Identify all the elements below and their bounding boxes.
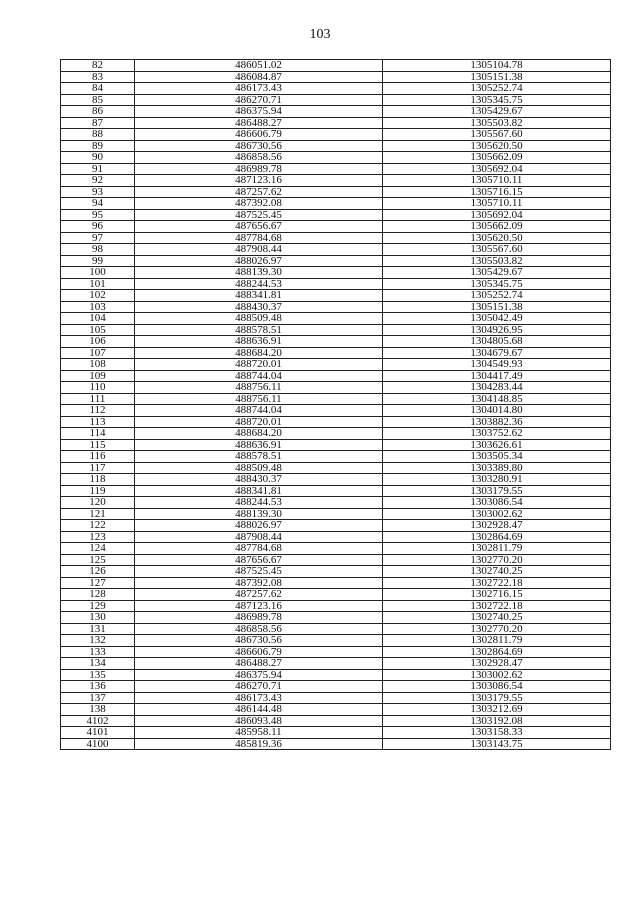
x-coordinate-cell: 486989.78 — [135, 612, 383, 624]
y-coordinate-cell: 1303002.62 — [383, 669, 611, 681]
point-number-cell: 129 — [61, 600, 135, 612]
y-coordinate-cell: 1305692.04 — [383, 209, 611, 221]
x-coordinate-cell: 487123.16 — [135, 175, 383, 187]
table-row — [61, 278, 611, 290]
y-coordinate-cell: 1303212.69 — [383, 704, 611, 716]
x-coordinate-cell: 486144.48 — [135, 704, 383, 716]
y-coordinate-cell: 1304283.44 — [383, 382, 611, 394]
table-row — [61, 163, 611, 175]
y-coordinate-cell: 1303179.55 — [383, 485, 611, 497]
point-number-cell: 94 — [61, 198, 135, 210]
x-coordinate-cell: 486173.43 — [135, 83, 383, 95]
y-coordinate-cell: 1305662.09 — [383, 152, 611, 164]
y-coordinate-cell: 1302928.47 — [383, 520, 611, 532]
y-coordinate-cell: 1302770.20 — [383, 554, 611, 566]
point-number-cell: 107 — [61, 347, 135, 359]
table-row — [61, 336, 611, 348]
y-coordinate-cell: 1303280.91 — [383, 474, 611, 486]
coordinates-table — [60, 59, 611, 750]
table-row — [61, 462, 611, 474]
x-coordinate-cell: 486858.56 — [135, 623, 383, 635]
y-coordinate-cell: 1303158.33 — [383, 727, 611, 739]
table-row — [61, 439, 611, 451]
y-coordinate-cell: 1303505.34 — [383, 451, 611, 463]
table-row — [61, 106, 611, 118]
y-coordinate-cell: 1305567.60 — [383, 244, 611, 256]
y-coordinate-cell: 1302864.69 — [383, 646, 611, 658]
point-number-cell: 105 — [61, 324, 135, 336]
table-row — [61, 738, 611, 750]
x-coordinate-cell: 486375.94 — [135, 106, 383, 118]
x-coordinate-cell: 488509.48 — [135, 313, 383, 325]
table-row — [61, 405, 611, 417]
y-coordinate-cell: 1303752.62 — [383, 428, 611, 440]
table-row — [61, 612, 611, 624]
table-row — [61, 669, 611, 681]
x-coordinate-cell: 487525.45 — [135, 566, 383, 578]
point-number-cell: 137 — [61, 692, 135, 704]
x-coordinate-cell: 486270.71 — [135, 681, 383, 693]
point-number-cell: 108 — [61, 359, 135, 371]
table-row — [61, 175, 611, 187]
y-coordinate-cell: 1302716.15 — [383, 589, 611, 601]
y-coordinate-cell: 1304417.49 — [383, 370, 611, 382]
y-coordinate-cell: 1302722.18 — [383, 600, 611, 612]
table-row — [61, 715, 611, 727]
table-row — [61, 704, 611, 716]
table-row — [61, 554, 611, 566]
y-coordinate-cell: 1304549.93 — [383, 359, 611, 371]
point-number-cell: 120 — [61, 497, 135, 509]
x-coordinate-cell: 488341.81 — [135, 485, 383, 497]
x-coordinate-cell: 488430.37 — [135, 301, 383, 313]
point-number-cell: 100 — [61, 267, 135, 279]
table-row — [61, 255, 611, 267]
y-coordinate-cell: 1302740.25 — [383, 566, 611, 578]
table-row — [61, 152, 611, 164]
table-row — [61, 140, 611, 152]
table-row — [61, 313, 611, 325]
x-coordinate-cell: 488636.91 — [135, 439, 383, 451]
point-number-cell: 134 — [61, 658, 135, 670]
table-row — [61, 71, 611, 83]
x-coordinate-cell: 486606.79 — [135, 646, 383, 658]
y-coordinate-cell: 1303389.80 — [383, 462, 611, 474]
point-number-cell: 115 — [61, 439, 135, 451]
point-number-cell: 121 — [61, 508, 135, 520]
y-coordinate-cell: 1305692.04 — [383, 163, 611, 175]
table-row — [61, 531, 611, 543]
x-coordinate-cell: 486606.79 — [135, 129, 383, 141]
table-row — [61, 290, 611, 302]
table-row — [61, 600, 611, 612]
y-coordinate-cell: 1304926.95 — [383, 324, 611, 336]
y-coordinate-cell: 1304014.80 — [383, 405, 611, 417]
point-number-cell: 101 — [61, 278, 135, 290]
y-coordinate-cell: 1302740.25 — [383, 612, 611, 624]
point-number-cell: 102 — [61, 290, 135, 302]
table-row — [61, 393, 611, 405]
table-row — [61, 129, 611, 141]
table-row — [61, 209, 611, 221]
x-coordinate-cell: 486730.56 — [135, 140, 383, 152]
x-coordinate-cell: 486173.43 — [135, 692, 383, 704]
y-coordinate-cell: 1303882.36 — [383, 416, 611, 428]
x-coordinate-cell: 487257.62 — [135, 186, 383, 198]
point-number-cell: 86 — [61, 106, 135, 118]
x-coordinate-cell: 488341.81 — [135, 290, 383, 302]
x-coordinate-cell: 486084.87 — [135, 71, 383, 83]
x-coordinate-cell: 488578.51 — [135, 324, 383, 336]
point-number-cell: 122 — [61, 520, 135, 532]
x-coordinate-cell: 487656.67 — [135, 221, 383, 233]
table-row — [61, 83, 611, 95]
point-number-cell: 87 — [61, 117, 135, 129]
x-coordinate-cell: 488139.30 — [135, 508, 383, 520]
x-coordinate-cell: 486488.27 — [135, 117, 383, 129]
table-row — [61, 301, 611, 313]
x-coordinate-cell: 487656.67 — [135, 554, 383, 566]
y-coordinate-cell: 1305345.75 — [383, 94, 611, 106]
x-coordinate-cell: 486093.48 — [135, 715, 383, 727]
x-coordinate-cell: 487392.08 — [135, 577, 383, 589]
table-row — [61, 416, 611, 428]
point-number-cell: 112 — [61, 405, 135, 417]
table-row — [61, 382, 611, 394]
table-row — [61, 267, 611, 279]
point-number-cell: 135 — [61, 669, 135, 681]
table-row — [61, 658, 611, 670]
point-number-cell: 130 — [61, 612, 135, 624]
y-coordinate-cell: 1305345.75 — [383, 278, 611, 290]
x-coordinate-cell: 488026.97 — [135, 520, 383, 532]
page-number: 103 — [309, 27, 331, 42]
table-row — [61, 117, 611, 129]
y-coordinate-cell: 1305151.38 — [383, 71, 611, 83]
point-number-cell: 96 — [61, 221, 135, 233]
table-row — [61, 520, 611, 532]
point-number-cell: 85 — [61, 94, 135, 106]
y-coordinate-cell: 1305503.82 — [383, 117, 611, 129]
y-coordinate-cell: 1303192.08 — [383, 715, 611, 727]
y-coordinate-cell: 1305429.67 — [383, 106, 611, 118]
x-coordinate-cell: 488684.20 — [135, 347, 383, 359]
table-row — [61, 359, 611, 371]
table-row — [61, 727, 611, 739]
table-row — [61, 635, 611, 647]
point-number-cell: 127 — [61, 577, 135, 589]
point-number-cell: 118 — [61, 474, 135, 486]
point-number-cell: 116 — [61, 451, 135, 463]
x-coordinate-cell: 488720.01 — [135, 416, 383, 428]
y-coordinate-cell: 1305151.38 — [383, 301, 611, 313]
point-number-cell: 132 — [61, 635, 135, 647]
x-coordinate-cell: 488244.53 — [135, 278, 383, 290]
y-coordinate-cell: 1302811.79 — [383, 635, 611, 647]
table-row — [61, 692, 611, 704]
point-number-cell: 109 — [61, 370, 135, 382]
y-coordinate-cell: 1303626.61 — [383, 439, 611, 451]
x-coordinate-cell: 487908.44 — [135, 531, 383, 543]
y-coordinate-cell: 1303143.75 — [383, 738, 611, 750]
point-number-cell: 119 — [61, 485, 135, 497]
table-row — [61, 198, 611, 210]
x-coordinate-cell: 488578.51 — [135, 451, 383, 463]
x-coordinate-cell: 488756.11 — [135, 382, 383, 394]
point-number-cell: 97 — [61, 232, 135, 244]
x-coordinate-cell: 488026.97 — [135, 255, 383, 267]
table-row — [61, 347, 611, 359]
x-coordinate-cell: 487257.62 — [135, 589, 383, 601]
point-number-cell: 83 — [61, 71, 135, 83]
y-coordinate-cell: 1305104.78 — [383, 60, 611, 72]
x-coordinate-cell: 487784.68 — [135, 543, 383, 555]
y-coordinate-cell: 1303086.54 — [383, 681, 611, 693]
table-row — [61, 543, 611, 555]
y-coordinate-cell: 1303086.54 — [383, 497, 611, 509]
point-number-cell: 95 — [61, 209, 135, 221]
point-number-cell: 89 — [61, 140, 135, 152]
table-row — [61, 485, 611, 497]
point-number-cell: 84 — [61, 83, 135, 95]
x-coordinate-cell: 486270.71 — [135, 94, 383, 106]
point-number-cell: 4102 — [61, 715, 135, 727]
x-coordinate-cell: 486375.94 — [135, 669, 383, 681]
point-number-cell: 104 — [61, 313, 135, 325]
y-coordinate-cell: 1304679.67 — [383, 347, 611, 359]
point-number-cell: 90 — [61, 152, 135, 164]
table-row — [61, 60, 611, 72]
x-coordinate-cell: 486730.56 — [135, 635, 383, 647]
point-number-cell: 114 — [61, 428, 135, 440]
point-number-cell: 98 — [61, 244, 135, 256]
y-coordinate-cell: 1305620.50 — [383, 140, 611, 152]
table-row — [61, 577, 611, 589]
y-coordinate-cell: 1302811.79 — [383, 543, 611, 555]
table-row — [61, 324, 611, 336]
x-coordinate-cell: 485958.11 — [135, 727, 383, 739]
table-row — [61, 94, 611, 106]
point-number-cell: 88 — [61, 129, 135, 141]
point-number-cell: 117 — [61, 462, 135, 474]
table-row — [61, 232, 611, 244]
table-row — [61, 681, 611, 693]
table-row — [61, 221, 611, 233]
y-coordinate-cell: 1305710.11 — [383, 198, 611, 210]
point-number-cell: 82 — [61, 60, 135, 72]
table-row — [61, 508, 611, 520]
point-number-cell: 110 — [61, 382, 135, 394]
table-row — [61, 474, 611, 486]
y-coordinate-cell: 1303002.62 — [383, 508, 611, 520]
point-number-cell: 133 — [61, 646, 135, 658]
y-coordinate-cell: 1302722.18 — [383, 577, 611, 589]
point-number-cell: 4100 — [61, 738, 135, 750]
x-coordinate-cell: 488744.04 — [135, 370, 383, 382]
point-number-cell: 123 — [61, 531, 135, 543]
y-coordinate-cell: 1303179.55 — [383, 692, 611, 704]
y-coordinate-cell: 1305716.15 — [383, 186, 611, 198]
point-number-cell: 131 — [61, 623, 135, 635]
y-coordinate-cell: 1305662.09 — [383, 221, 611, 233]
y-coordinate-cell: 1302864.69 — [383, 531, 611, 543]
y-coordinate-cell: 1304805.68 — [383, 336, 611, 348]
point-number-cell: 106 — [61, 336, 135, 348]
point-number-cell: 126 — [61, 566, 135, 578]
x-coordinate-cell: 488636.91 — [135, 336, 383, 348]
y-coordinate-cell: 1302928.47 — [383, 658, 611, 670]
y-coordinate-cell: 1305252.74 — [383, 290, 611, 302]
y-coordinate-cell: 1305042.49 — [383, 313, 611, 325]
table-row — [61, 244, 611, 256]
table-row — [61, 370, 611, 382]
x-coordinate-cell: 486051.02 — [135, 60, 383, 72]
x-coordinate-cell: 488430.37 — [135, 474, 383, 486]
x-coordinate-cell: 488744.04 — [135, 405, 383, 417]
x-coordinate-cell: 488139.30 — [135, 267, 383, 279]
point-number-cell: 103 — [61, 301, 135, 313]
x-coordinate-cell: 487908.44 — [135, 244, 383, 256]
point-number-cell: 113 — [61, 416, 135, 428]
x-coordinate-cell: 488509.48 — [135, 462, 383, 474]
table-row — [61, 186, 611, 198]
table-row — [61, 428, 611, 440]
table-row — [61, 623, 611, 635]
table-row — [61, 566, 611, 578]
x-coordinate-cell: 486989.78 — [135, 163, 383, 175]
x-coordinate-cell: 487525.45 — [135, 209, 383, 221]
x-coordinate-cell: 487123.16 — [135, 600, 383, 612]
y-coordinate-cell: 1305567.60 — [383, 129, 611, 141]
y-coordinate-cell: 1305620.50 — [383, 232, 611, 244]
point-number-cell: 124 — [61, 543, 135, 555]
y-coordinate-cell: 1305503.82 — [383, 255, 611, 267]
table-row — [61, 646, 611, 658]
point-number-cell: 136 — [61, 681, 135, 693]
point-number-cell: 125 — [61, 554, 135, 566]
x-coordinate-cell: 488684.20 — [135, 428, 383, 440]
x-coordinate-cell: 488244.53 — [135, 497, 383, 509]
table-row — [61, 497, 611, 509]
x-coordinate-cell: 485819.36 — [135, 738, 383, 750]
coordinates-table-body — [61, 60, 611, 750]
point-number-cell: 128 — [61, 589, 135, 601]
x-coordinate-cell: 488756.11 — [135, 393, 383, 405]
table-row — [61, 451, 611, 463]
x-coordinate-cell: 486488.27 — [135, 658, 383, 670]
point-number-cell: 91 — [61, 163, 135, 175]
y-coordinate-cell: 1305252.74 — [383, 83, 611, 95]
x-coordinate-cell: 486858.56 — [135, 152, 383, 164]
y-coordinate-cell: 1305429.67 — [383, 267, 611, 279]
point-number-cell: 93 — [61, 186, 135, 198]
x-coordinate-cell: 487392.08 — [135, 198, 383, 210]
point-number-cell: 111 — [61, 393, 135, 405]
table-row — [61, 589, 611, 601]
point-number-cell: 92 — [61, 175, 135, 187]
point-number-cell: 99 — [61, 255, 135, 267]
point-number-cell: 4101 — [61, 727, 135, 739]
y-coordinate-cell: 1305710.11 — [383, 175, 611, 187]
x-coordinate-cell: 488720.01 — [135, 359, 383, 371]
point-number-cell: 138 — [61, 704, 135, 716]
x-coordinate-cell: 487784.68 — [135, 232, 383, 244]
y-coordinate-cell: 1302770.20 — [383, 623, 611, 635]
y-coordinate-cell: 1304148.85 — [383, 393, 611, 405]
